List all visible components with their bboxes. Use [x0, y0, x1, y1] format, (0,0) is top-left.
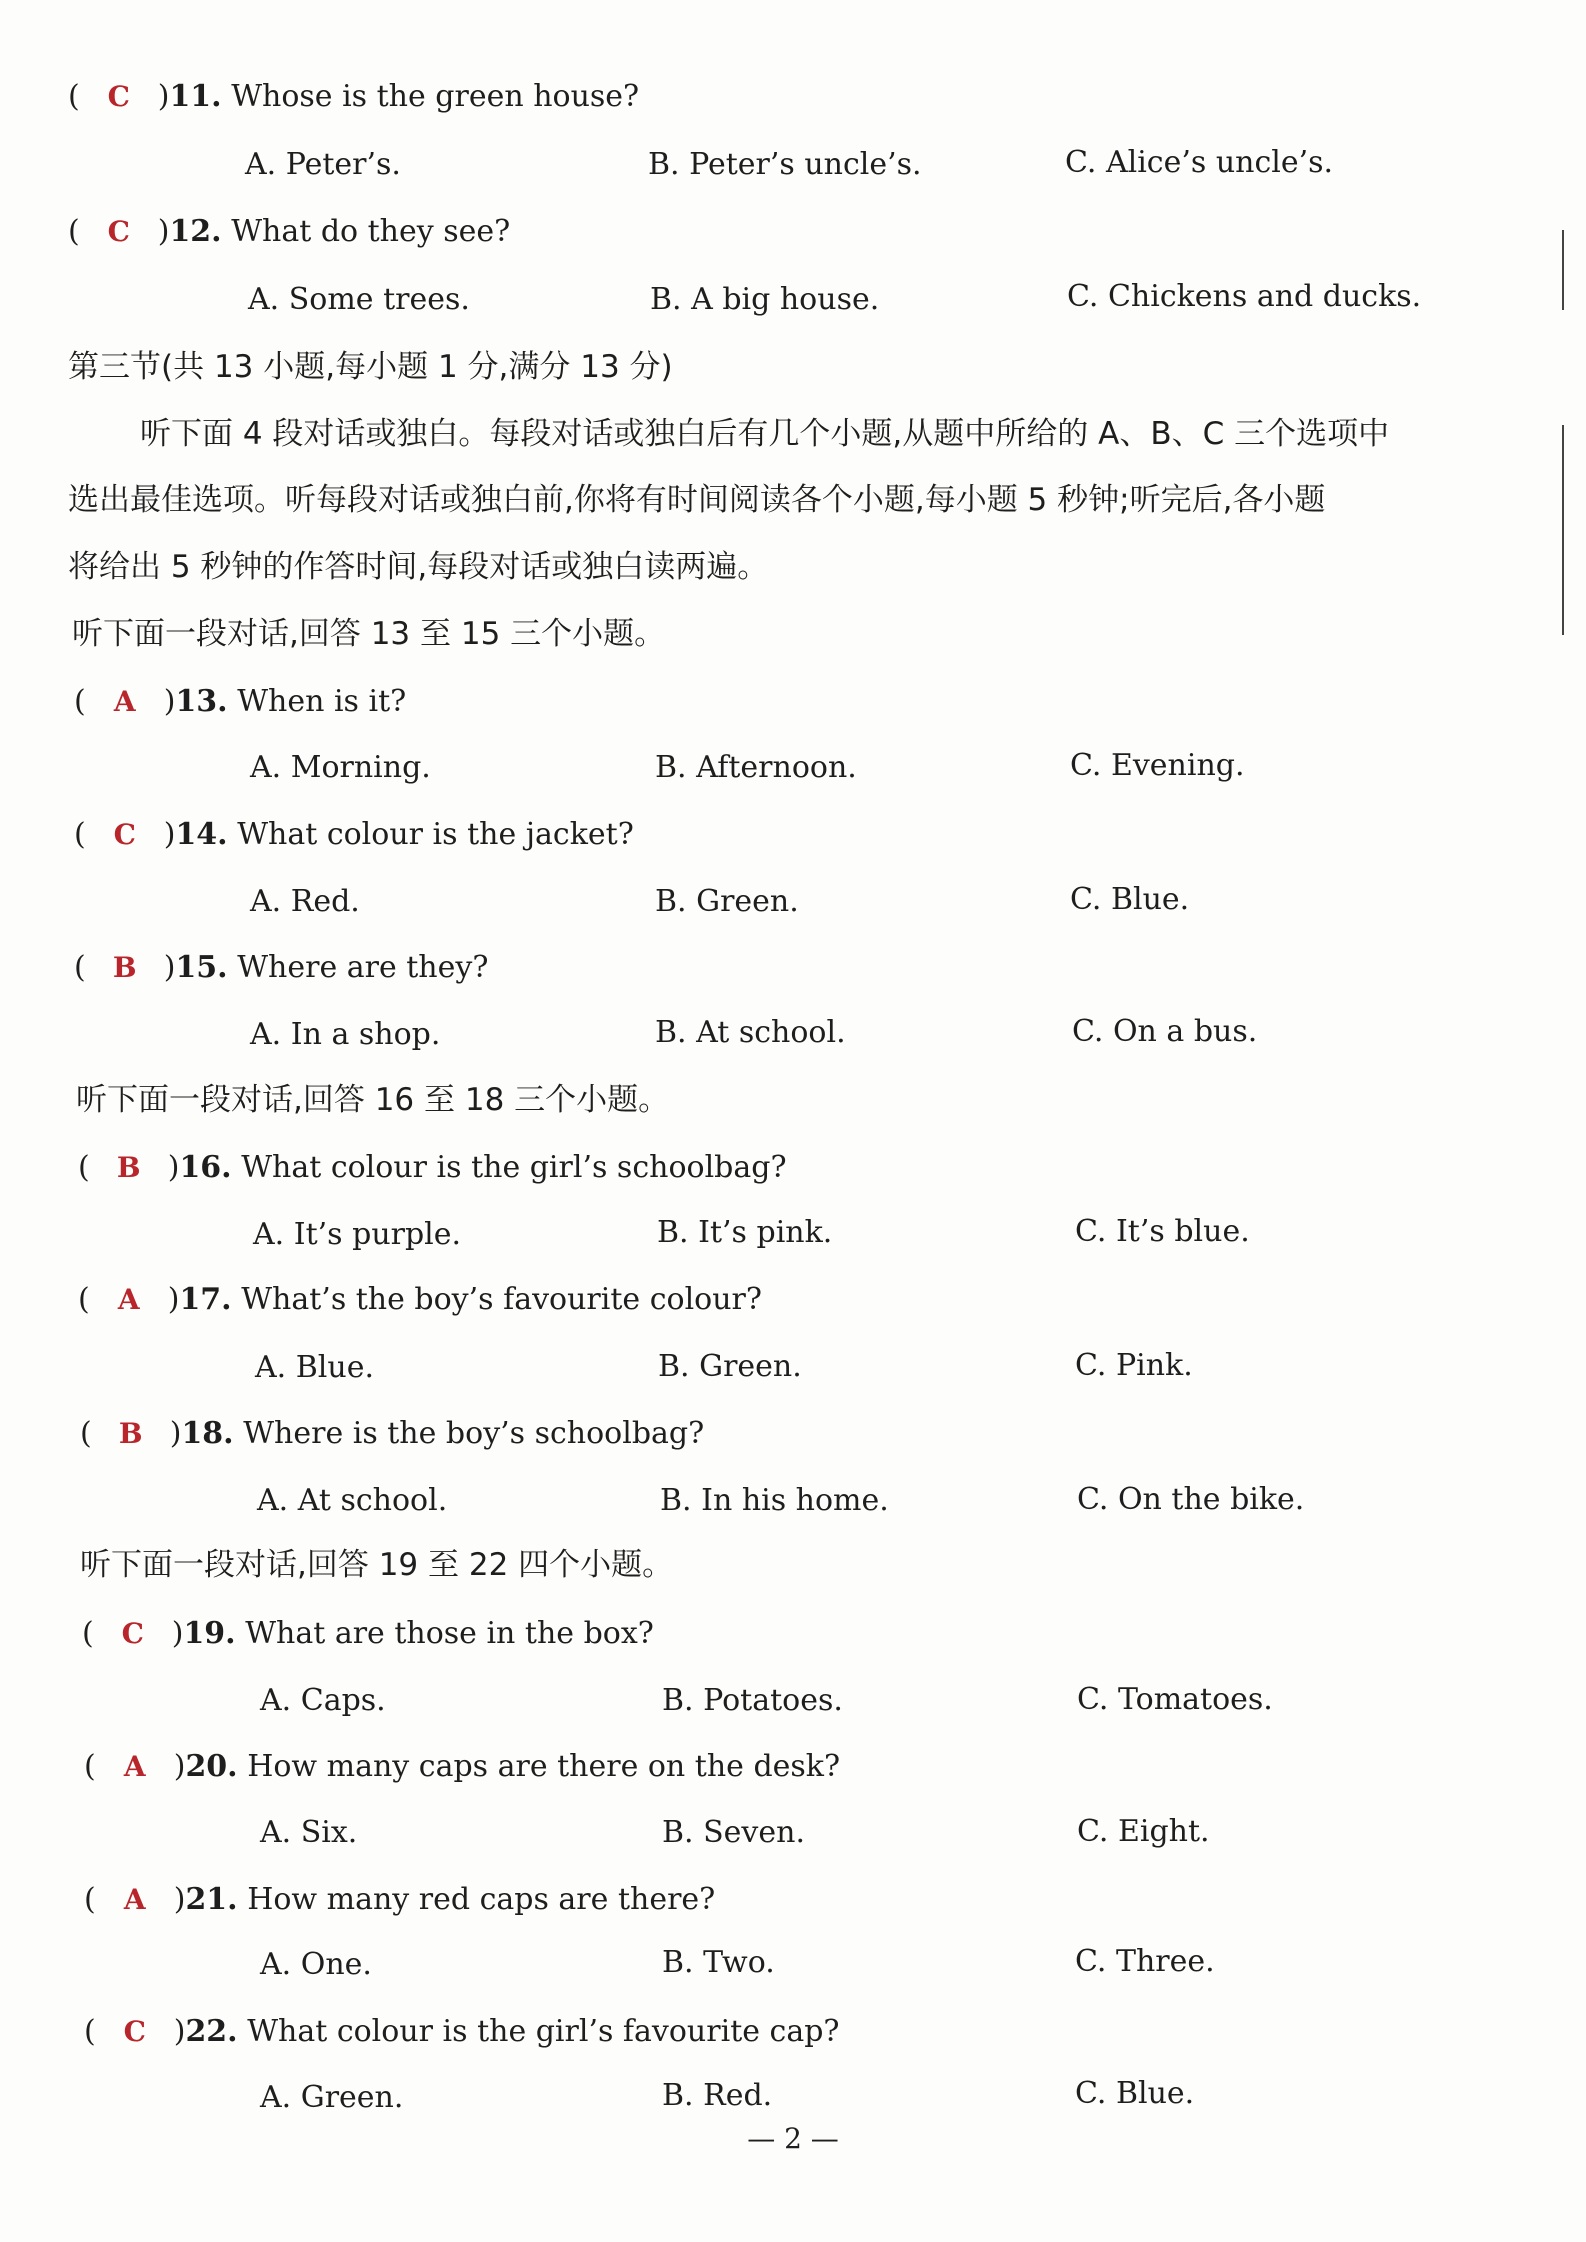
option-a: A. Green. — [260, 2080, 404, 2115]
group-heading-16-18: 听下面一段对话,回答 16 至 18 三个小题。 — [76, 1082, 670, 1118]
question-15 — [74, 948, 488, 988]
option-c: C. It’s blue. — [1075, 1214, 1250, 1249]
open-paren: ( — [68, 214, 80, 249]
option-a: A. Caps. — [260, 1683, 386, 1718]
option-b: B. Peter’s uncle’s. — [648, 147, 922, 182]
option-c: C. Evening. — [1070, 748, 1245, 783]
close-paren: ) — [157, 214, 170, 249]
close-paren: ) — [167, 1150, 180, 1185]
question-11 — [68, 77, 639, 117]
open-paren: ( — [80, 1416, 92, 1451]
question-number: 14. — [175, 817, 228, 852]
question-20 — [84, 1747, 840, 1787]
close-paren: ) — [173, 2014, 186, 2049]
option-c: C. Tomatoes. — [1077, 1682, 1273, 1717]
question-number: 19. — [183, 1616, 236, 1651]
instructions-line-1: 听下面 4 段对话或独白。每段对话或独白后有几个小题,从题中所给的 A、B、C 三个选项中 — [140, 416, 1390, 452]
question-text: What’s the boy’s favourite colour? — [241, 1282, 762, 1317]
group-heading-19-22: 听下面一段对话,回答 19 至 22 四个小题。 — [80, 1547, 674, 1583]
option-b: B. Seven. — [662, 1815, 805, 1850]
option-a: A. It’s purple. — [253, 1217, 462, 1252]
open-paren: ( — [78, 1150, 90, 1185]
option-b: B. At school. — [655, 1015, 846, 1050]
question-14 — [74, 815, 634, 855]
answer-mark: C — [121, 1617, 144, 1650]
question-12 — [68, 212, 510, 252]
open-paren: ( — [74, 684, 86, 719]
close-paren: ) — [169, 1416, 182, 1451]
question-text: What do they see? — [231, 214, 511, 249]
answer-mark: A — [117, 1283, 140, 1316]
answer-mark: A — [123, 1750, 146, 1783]
question-text: What colour is the jacket? — [237, 817, 634, 852]
option-a: A. Blue. — [255, 1350, 374, 1385]
option-a: A. Six. — [260, 1815, 358, 1850]
instructions-line-2: 选出最佳选项。听每段对话或独白前,你将有时间阅读各个小题,每小题 5 秒钟;听完后,各小题 — [68, 482, 1326, 518]
question-text: Where is the boy’s schoolbag? — [243, 1416, 705, 1451]
option-c: C. On a bus. — [1072, 1014, 1258, 1049]
option-c: C. Blue. — [1070, 882, 1190, 917]
close-paren: ) — [163, 684, 176, 719]
open-paren: ( — [78, 1282, 90, 1317]
question-text: Whose is the green house? — [231, 79, 640, 114]
option-c: C. Blue. — [1075, 2076, 1195, 2111]
close-paren: ) — [163, 950, 176, 985]
question-number: 17. — [179, 1282, 232, 1317]
option-b: B. Green. — [655, 884, 799, 919]
question-21 — [84, 1880, 715, 1920]
option-a: A. Peter’s. — [245, 147, 401, 182]
question-17 — [78, 1280, 762, 1320]
option-a: A. Some trees. — [248, 282, 470, 317]
option-c: C. Alice’s uncle’s. — [1065, 145, 1334, 180]
option-b: B. In his home. — [660, 1483, 889, 1518]
question-number: 11. — [169, 79, 222, 114]
question-19 — [82, 1614, 654, 1654]
question-text: Where are they? — [237, 950, 489, 985]
option-c: C. On the bike. — [1077, 1482, 1305, 1517]
close-paren: ) — [173, 1749, 186, 1784]
question-number: 13. — [175, 684, 228, 719]
open-paren: ( — [74, 817, 86, 852]
close-paren: ) — [167, 1282, 180, 1317]
option-c: C. Chickens and ducks. — [1067, 279, 1422, 314]
close-paren: ) — [157, 79, 170, 114]
open-paren: ( — [84, 1749, 96, 1784]
option-a: A. One. — [260, 1947, 372, 1982]
question-number: 22. — [185, 2014, 238, 2049]
question-16 — [78, 1148, 787, 1188]
open-paren: ( — [84, 1882, 96, 1917]
question-13 — [74, 682, 406, 722]
option-a: A. Morning. — [250, 750, 431, 785]
scan-edge-mark — [1562, 230, 1564, 310]
question-number: 12. — [169, 214, 222, 249]
option-a: A. Red. — [250, 884, 360, 919]
answer-mark: A — [123, 1883, 146, 1916]
option-b: B. A big house. — [650, 282, 880, 317]
close-paren: ) — [173, 1882, 186, 1917]
answer-mark: C — [107, 80, 130, 113]
question-text: What colour is the girl’s schoolbag? — [241, 1150, 787, 1185]
option-c: C. Eight. — [1077, 1814, 1210, 1849]
option-a: A. In a shop. — [250, 1017, 441, 1052]
answer-mark: C — [107, 215, 130, 248]
answer-mark: B — [112, 951, 137, 984]
option-c: C. Three. — [1075, 1944, 1215, 1979]
question-22 — [84, 2012, 840, 2052]
close-paren: ) — [171, 1616, 184, 1651]
option-b: B. Afternoon. — [655, 750, 857, 785]
answer-mark: C — [123, 2015, 146, 2048]
scan-edge-mark — [1562, 425, 1564, 635]
option-a: A. At school. — [257, 1483, 448, 1518]
option-b: B. Green. — [658, 1349, 802, 1384]
option-b: B. It’s pink. — [657, 1215, 833, 1250]
answer-mark: A — [113, 685, 136, 718]
question-text: When is it? — [237, 684, 407, 719]
option-b: B. Two. — [662, 1945, 775, 1980]
question-number: 16. — [179, 1150, 232, 1185]
answer-mark: C — [113, 818, 136, 851]
question-number: 15. — [175, 950, 228, 985]
question-text: What are those in the box? — [245, 1616, 654, 1651]
question-text: How many red caps are there? — [247, 1882, 716, 1917]
option-c: C. Pink. — [1075, 1348, 1193, 1383]
open-paren: ( — [82, 1616, 94, 1651]
section-title: 第三节(共 13 小题,每小题 1 分,满分 13 分) — [68, 349, 673, 385]
question-18 — [80, 1414, 704, 1454]
close-paren: ) — [163, 817, 176, 852]
question-number: 18. — [181, 1416, 234, 1451]
option-b: B. Red. — [662, 2078, 773, 2113]
answer-mark: B — [118, 1417, 143, 1450]
open-paren: ( — [74, 950, 86, 985]
question-text: How many caps are there on the desk? — [247, 1749, 841, 1784]
option-b: B. Potatoes. — [662, 1683, 843, 1718]
open-paren: ( — [84, 2014, 96, 2049]
instructions-line-3: 将给出 5 秒钟的作答时间,每段对话或独白读两遍。 — [68, 549, 769, 585]
question-text: What colour is the girl’s favourite cap? — [247, 2014, 840, 2049]
page-number: — 2 — — [747, 2122, 839, 2155]
open-paren: ( — [68, 79, 80, 114]
question-number: 20. — [185, 1749, 238, 1784]
group-heading-13-15: 听下面一段对话,回答 13 至 15 三个小题。 — [72, 616, 666, 652]
answer-mark: B — [116, 1151, 141, 1184]
question-number: 21. — [185, 1882, 238, 1917]
